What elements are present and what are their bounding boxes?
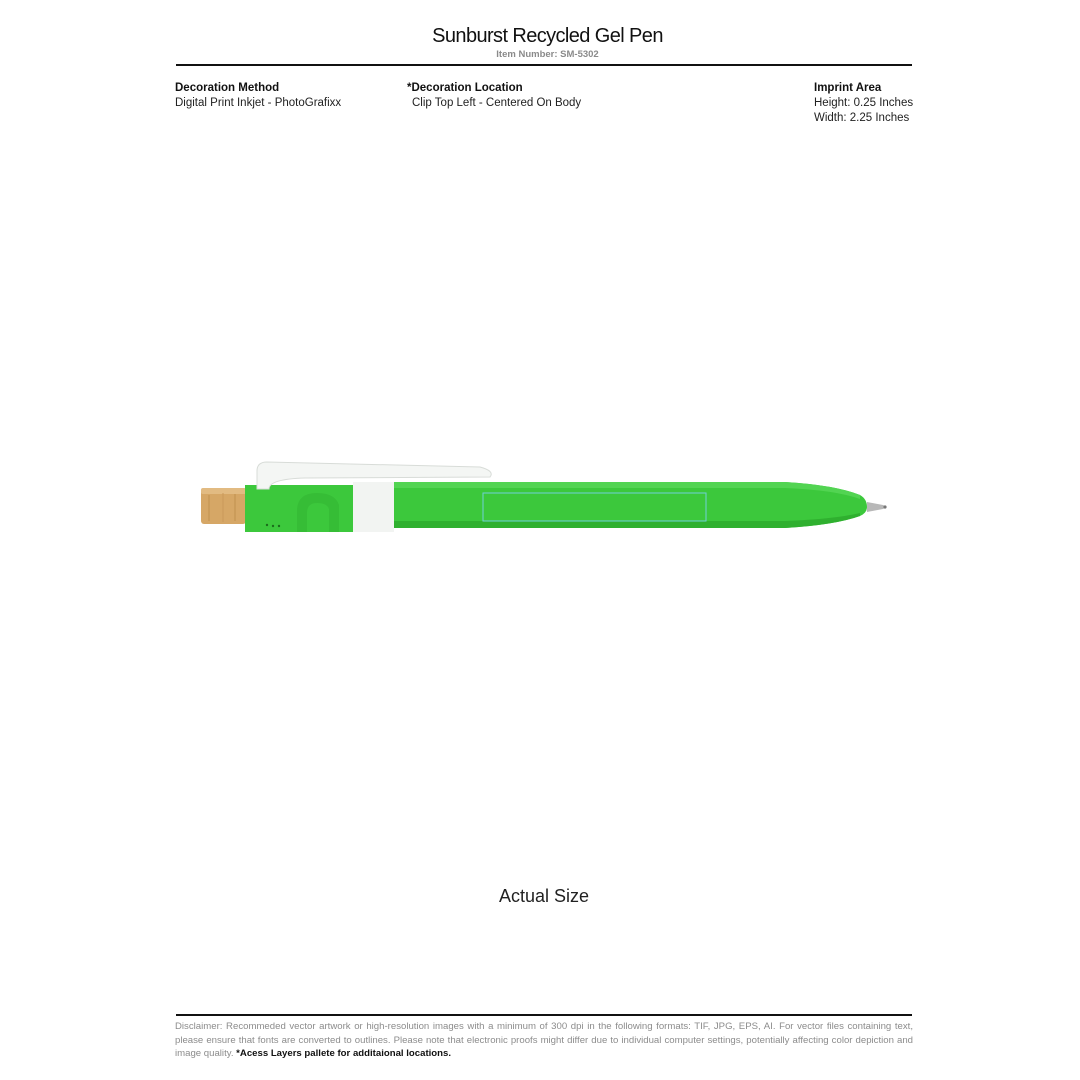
imprint-height-value: Height: 0.25 Inches [814,97,914,109]
decoration-method-value: Digital Print Inkjet - PhotoGrafixx [175,97,342,109]
decoration-location-value: Clip Top Left - Centered On Body [412,97,582,109]
disclaimer [175,1020,913,1061]
pen-illustration [195,455,895,545]
actual-size-label: Actual Size [498,886,590,906]
layers-note: *Acess Layers pallete for additaional locations. [236,1048,452,1059]
pen-tip [867,502,885,512]
decoration-method-label: Decoration Method [175,82,280,94]
pen-ballpoint [883,505,886,508]
disclaimer-text: Disclaimer: Recommeded vector artwork or high-resolution images with a minimum of 300 dpi in the following formats: TIF, JPG, EPS, AI. For vector files containing text, please ensure that fonts are converted to outlines. Please note that electronic proofs might differ due to individual computer settings, potentially affecting color depiction and image quality. [175,1021,913,1059]
decoration-location-label: *Decoration Location [407,82,523,94]
header-divider [176,64,912,66]
cap-dot [272,525,274,527]
item-number: Item Number: SM-5302 [496,49,599,60]
imprint-area-label: Imprint Area [814,82,882,94]
footer-divider [176,1014,912,1016]
page-title: Sunburst Recycled Gel Pen [432,25,663,47]
imprint-width-value: Width: 2.25 Inches [814,112,910,124]
cap-dot [266,524,268,526]
decoration-location-section [407,81,581,111]
imprint-area-section [814,81,913,126]
decoration-method-section [175,81,341,111]
cap-dot [278,525,280,527]
pen-white-collar [353,482,394,532]
